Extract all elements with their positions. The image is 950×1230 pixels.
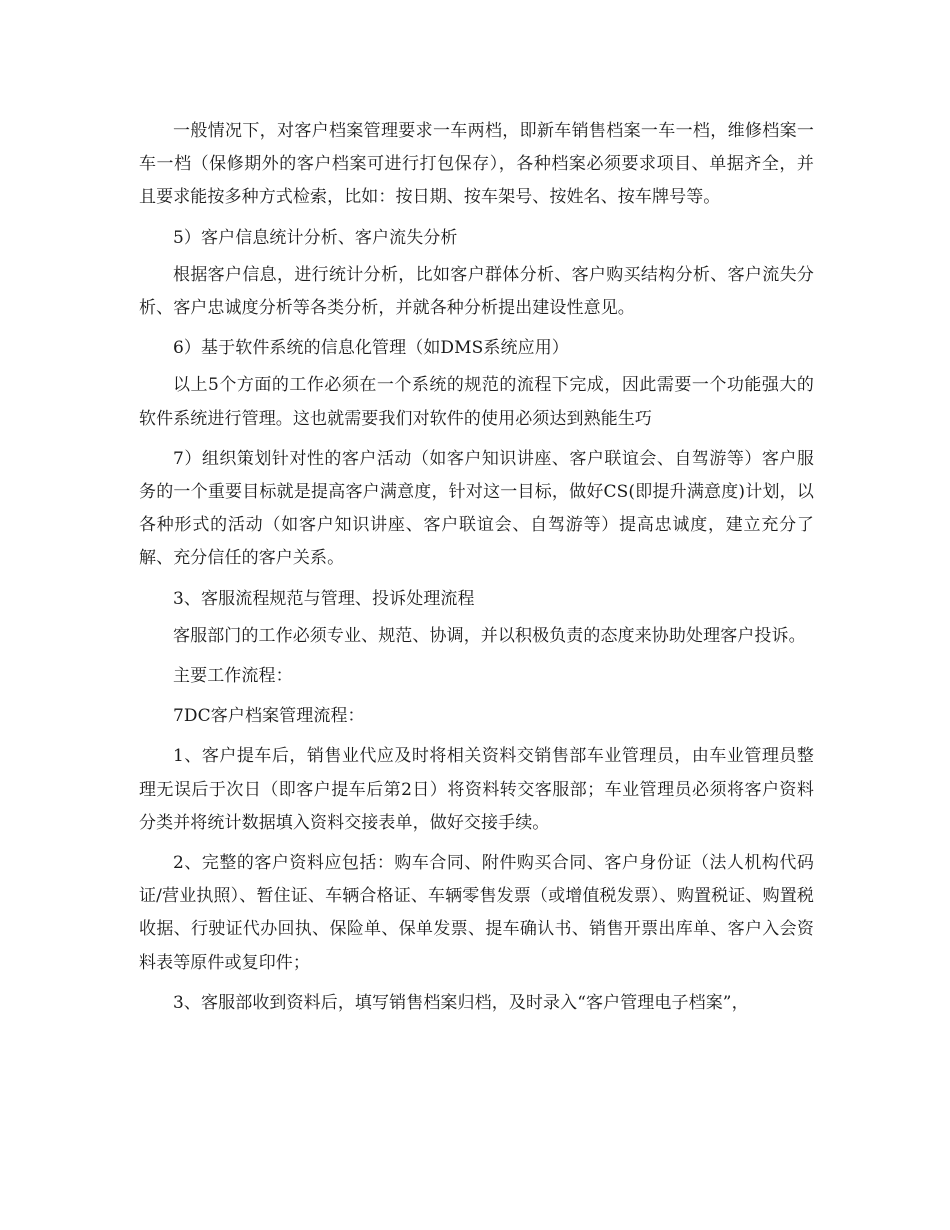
heading-software-management: 6）基于软件系统的信息化管理（如DMS系统应用） xyxy=(173,338,569,359)
paragraph-software-system: 以上5个方面的工作必须在一个系统的规范的流程下完成，因此需要一个功能强大的软件系统进行管理。这也就需要我们对软件的使用必须达到熟能生巧 xyxy=(139,375,814,429)
paragraph-step-2: 2、完整的客户资料应包括：购车合同、附件购买合同、客户身份证（法人机构代码证/营业执照）、暂住证、车辆合格证、车辆零售发票（或增值税发票）、购置税证、购置税收据、行驶证代办回执、保险单、保单发票、提车确认书、销售开票出库单、客户入会资料表等原件或复印件； xyxy=(139,853,814,973)
paragraph-statistics-analysis: 根据客户信息，进行统计分析，比如客户群体分析、客户购买结构分析、客户流失分析、客户忠诚度分析等各类分析，并就各种分析提出建设性意见。 xyxy=(139,264,814,319)
paragraph-customer-activities: 7）组织策划针对性的客户活动（如客户知识讲座、客户联谊会、自驾游等）客户服务的一个重要目标就是提高客户满意度，针对这一目标，做好CS(即提升满意度)计划，以各种形式的活动（如客户知识讲座、客户联谊会、自驾游等）提高忠诚度，建立充分了解、充分信任的客户关系。 xyxy=(139,448,814,569)
paragraph-archive-requirements: 一般情况下，对客户档案管理要求一车两档，即新车销售档案一车一档，维修档案一车一档（保修期外的客户档案可进行打包保存），各种档案必须要求项目、单据齐全，并且要求能按多种方式检索，比如：按日期、按车架号、按姓名、按车牌号等。 xyxy=(139,121,814,208)
heading-service-process: 3、客服流程规范与管理、投诉处理流程 xyxy=(173,588,475,609)
paragraph-step-1: 1、客户提车后，销售业代应及时将相关资料交销售部车业管理员，由车业管理员整理无误后于次日（即客户提车后第2日）将资料转交客服部；车业管理员必须将客户资料分类并将统计数据填入资料交接表单，做好交接手续。 xyxy=(139,746,814,833)
paragraph-service-department: 客服部门的工作必须专业、规范、协调，并以积极负责的态度来协助处理客户投诉。 xyxy=(173,625,806,646)
paragraph-step-3: 3、客服部收到资料后，填写销售档案归档，及时录入“客户管理电子档案”， xyxy=(173,992,749,1013)
heading-7dc-archive-process: 7DC客户档案管理流程： xyxy=(173,706,365,727)
heading-main-workflow: 主要工作流程： xyxy=(173,666,293,687)
heading-customer-statistics: 5）客户信息统计分析、客户流失分析 xyxy=(173,227,458,248)
document-body xyxy=(139,115,814,1027)
